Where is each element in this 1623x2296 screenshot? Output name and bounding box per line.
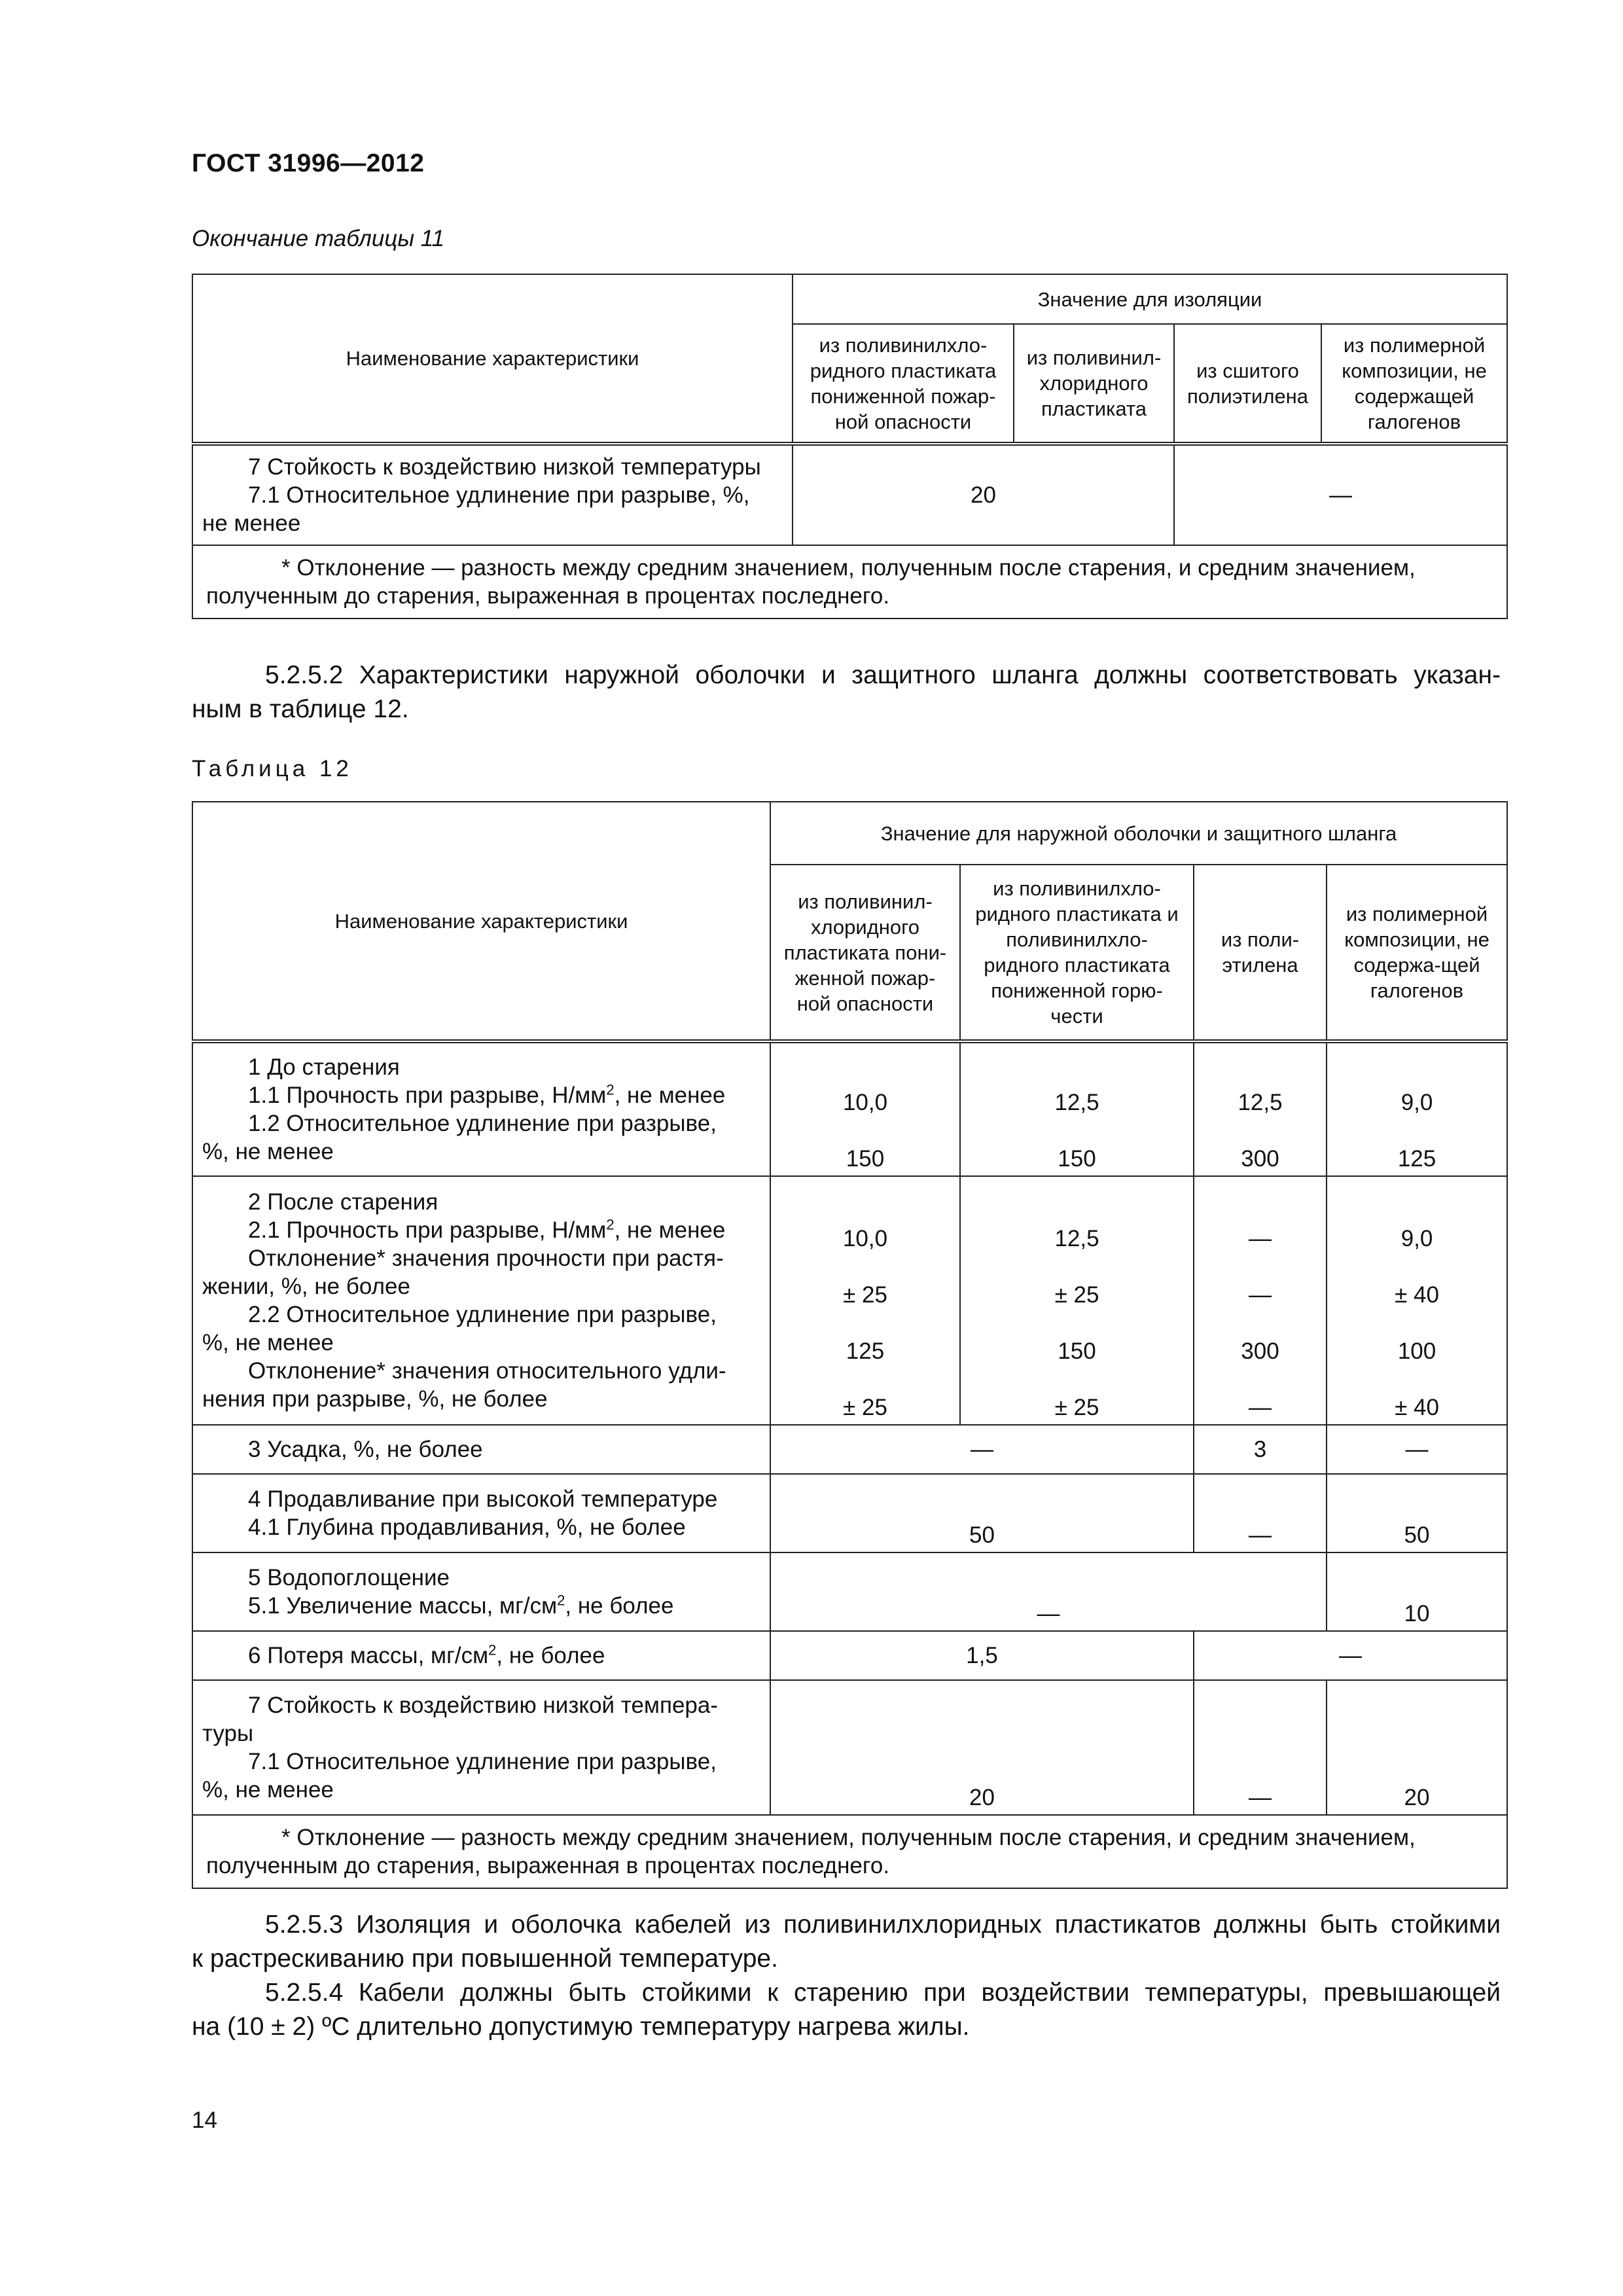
table-cell: 1,5 (770, 1631, 1194, 1680)
row-line: Отклонение* значения прочности при растя- (248, 1246, 724, 1271)
table-cell: — (1194, 1474, 1327, 1552)
row-line: 7.1 Относительное удлинение при разрыве, %, (248, 482, 750, 508)
table-11-caption: Окончание таблицы 11 (192, 226, 445, 251)
paragraph-line: 5.2.5.4 Кабели должны быть стойкими к старению при воздействии температуры, превышающей (265, 1979, 1501, 2007)
table-cell: 50 (1327, 1474, 1507, 1552)
row-line: 2 После старения (248, 1189, 438, 1215)
column-header: из поливинилхло-ридного пластиката и поливинилхло-ридного пластиката пониженной горю-чести (960, 865, 1194, 1041)
table-footnote (192, 1815, 1507, 1888)
row-name (192, 1680, 770, 1815)
row-line: 1 До старения (248, 1054, 400, 1080)
table-cell: — (1194, 1680, 1327, 1815)
row-line: 1.2 Относительное удлинение при разрыве, (248, 1111, 717, 1136)
row-line: нения при разрыве, %, не более (202, 1386, 548, 1412)
row-line: 7 Стойкость к воздействию низкой темпера- (248, 1693, 718, 1718)
row-name (192, 1631, 770, 1680)
value-column: 12,5 150 (960, 1041, 1194, 1176)
row-line: жении, %, не более (202, 1274, 410, 1299)
row-line: 7.1 Относительное удлинение при разрыве, (248, 1749, 717, 1774)
paragraph-5-2-5-2 (192, 658, 1501, 726)
name-column-header: Наименование характеристики (192, 802, 770, 1041)
row-name (192, 1425, 770, 1474)
paragraph-line: к растрескиванию при повышенной температуре. (192, 1945, 778, 1973)
footnote-line: * Отклонение — разность между средним значением, полученным после старения, и средним значением, (281, 555, 1416, 581)
paragraph-line: на (10 ± 2) ºС длительно допустимую температуру нагрева жилы. (192, 2013, 970, 2041)
table-cell: 20 (770, 1680, 1194, 1815)
table-footnote (192, 545, 1507, 619)
table-cell: 50 (770, 1474, 1194, 1552)
row-line: 1.1 Прочность при разрыве, $Н/мм^2$, не менее (248, 1081, 726, 1108)
table-11 (192, 274, 1508, 619)
row-line: 2.1 Прочность при разрыве, $Н/мм^2$, не менее (248, 1216, 726, 1243)
row-name (192, 1041, 770, 1176)
row-line: %, не менее (202, 1139, 334, 1164)
value-column: 12,5 ± 25 150 ± 25 (960, 1176, 1194, 1425)
value-column: — — 300 — (1194, 1176, 1327, 1425)
paragraph-line: 5.2.5.3 Изоляция и оболочка кабелей из поливинилхлоридных пластикатов должны быть стойкими (265, 1910, 1501, 1939)
row-line: 5 Водопоглощение (248, 1565, 450, 1590)
name-column-header: Наименование характеристики (192, 274, 793, 444)
value-column: 10,0 ± 25 125 ± 25 (770, 1176, 960, 1425)
table-cell: — (770, 1552, 1327, 1631)
table-cell: 10 (1327, 1552, 1507, 1631)
row-line: не менее (202, 511, 301, 536)
group-header: Значение для изоляции (793, 274, 1507, 324)
row-line: 4 Продавливание при высокой температуре (248, 1486, 718, 1512)
paragraph-line: 5.2.5.2 Характеристики наружной оболочки и защитного шланга должны соответствовать указан- (265, 661, 1501, 689)
footnote-line: полученным до старения, выраженная в процентах последнего. (206, 583, 890, 609)
value-column: 12,5 300 (1194, 1041, 1327, 1176)
row-line: 7 Стойкость к воздействию низкой температуры (248, 454, 761, 480)
paragraph-line: ным в таблице 12. (192, 695, 409, 723)
column-header: из поли-этилена (1194, 865, 1327, 1041)
value-column: 9,0 125 (1327, 1041, 1507, 1176)
value-column: 10,0 150 (770, 1041, 960, 1176)
table-cell: — (1174, 444, 1507, 545)
column-header: из полимерной композиции, не содержащей галогенов (1321, 324, 1507, 444)
column-header: из полимерной композиции, не содержа-щей галогенов (1327, 865, 1507, 1041)
table-cell: — (1194, 1631, 1507, 1680)
column-header: из поливинил-хлоридного пластиката (1014, 324, 1174, 444)
row-line: 2.2 Относительное удлинение при разрыве, (248, 1302, 717, 1327)
footnote-line: * Отклонение — разность между средним значением, полученным после старения, и средним значением, (281, 1825, 1416, 1850)
table-cell: 20 (793, 444, 1174, 545)
table-cell: 20 (1327, 1680, 1507, 1815)
row-name (192, 1176, 770, 1425)
column-header: из сшитого полиэтилена (1174, 324, 1321, 444)
table-12 (192, 801, 1508, 1889)
table-12-caption: Таблица 12 (192, 756, 353, 781)
column-header: из поливинилхло-ридного пластиката пониженной пожар-ной опасности (793, 324, 1014, 444)
document-header: ГОСТ 31996—2012 (192, 149, 425, 177)
table-cell: — (770, 1425, 1194, 1474)
value-column: 9,0 ± 40 100 ± 40 (1327, 1176, 1507, 1425)
row-line: 4.1 Глубина продавливания, %, не более (248, 1515, 686, 1540)
row-line: 3 Усадка, %, не более (248, 1437, 483, 1462)
group-header: Значение для наружной оболочки и защитного шланга (770, 802, 1507, 865)
page-number: 14 (192, 2108, 217, 2133)
table-cell: — (1327, 1425, 1507, 1474)
row-line: 5.1 Увеличение массы, $мг/см^2$, не более (248, 1592, 674, 1619)
row-line: %, не менее (202, 1777, 334, 1803)
row-line: 6 Потеря массы, $мг/см^2$, не более (248, 1641, 605, 1668)
row-name (192, 1552, 770, 1631)
row-line: %, не менее (202, 1330, 334, 1355)
row-name (192, 444, 793, 545)
row-line: туры (202, 1721, 254, 1746)
footnote-line: полученным до старения, выраженная в процентах последнего. (206, 1853, 890, 1878)
table-cell: 3 (1194, 1425, 1327, 1474)
paragraph-5-2-5-3 (192, 1908, 1501, 1976)
paragraph-5-2-5-4 (192, 1976, 1501, 2044)
row-name (192, 1474, 770, 1552)
row-line: Отклонение* значения относительного удли- (248, 1358, 726, 1384)
column-header: из поливинил-хлоридного пластиката пони-женной пожар-ной опасности (770, 865, 960, 1041)
